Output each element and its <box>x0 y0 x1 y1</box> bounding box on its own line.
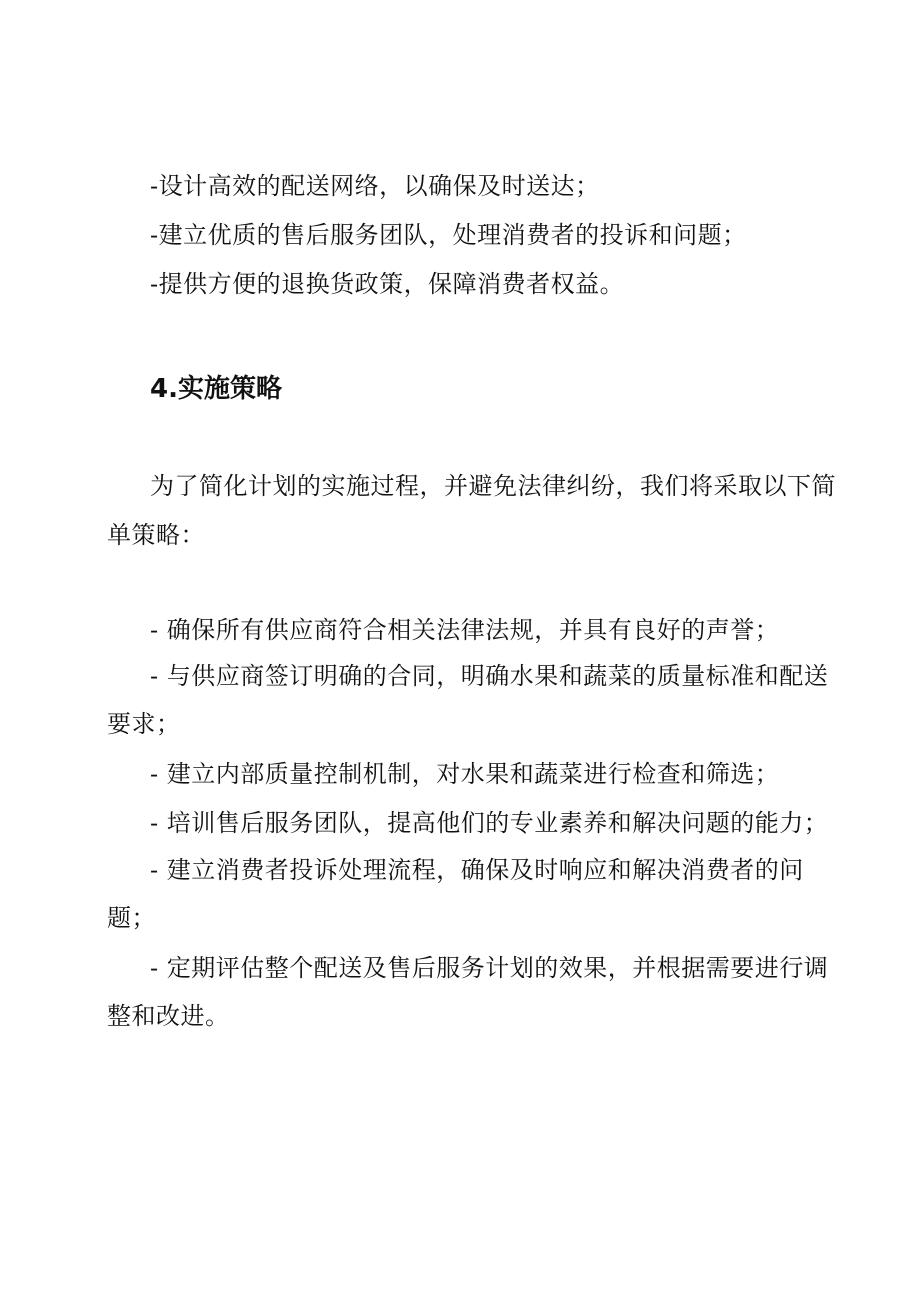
strategy-item-continuation: 题； <box>107 904 156 932</box>
strategy-item-continuation: 整和改进。 <box>107 1002 230 1030</box>
strategy-item: - 确保所有供应商符合相关法律法规，并具有良好的声誉； <box>150 616 780 644</box>
intro-paragraph-line: 为了简化计划的实施过程，并避免法律纠纷，我们将采取以下简 <box>150 472 836 500</box>
strategy-item: - 与供应商签订明确的合同，明确水果和蔬菜的质量标准和配送 <box>150 662 829 690</box>
strategy-item: - 建立消费者投诉处理流程，确保及时响应和解决消费者的问 <box>150 856 804 884</box>
strategy-item: - 培训售后服务团队，提高他们的专业素养和解决问题的能力； <box>150 809 829 837</box>
intro-paragraph-line: 单策略： <box>107 521 205 549</box>
strategy-item: - 建立内部质量控制机制，对水果和蔬菜进行检查和筛选； <box>150 760 780 788</box>
strategy-item-continuation: 要求； <box>107 710 181 738</box>
list-item: -提供方便的退换货政策，保障消费者权益。 <box>150 270 625 298</box>
section-heading: 4.实施策略 <box>150 374 282 404</box>
strategy-item: - 定期评估整个配送及售后服务计划的效果，并根据需要进行调 <box>150 954 829 982</box>
list-item: -建立优质的售后服务团队，处理消费者的投诉和问题； <box>150 221 747 249</box>
list-item: -设计高效的配送网络，以确保及时送达； <box>150 172 600 200</box>
